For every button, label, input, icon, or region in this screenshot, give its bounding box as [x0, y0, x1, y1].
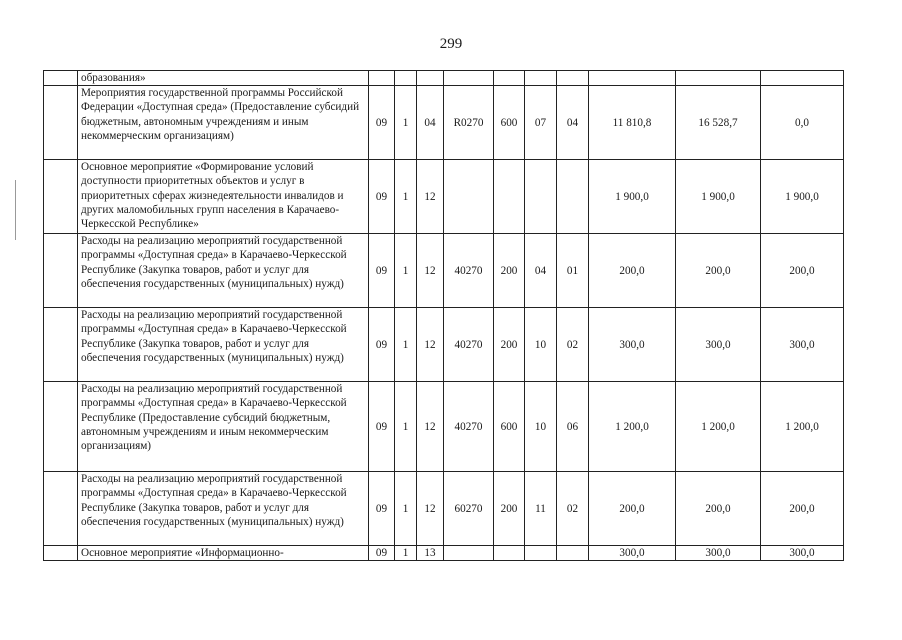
section-code: 09 — [369, 86, 395, 160]
year2-amount: 300,0 — [676, 308, 761, 382]
expense-type-code — [494, 546, 525, 561]
row-blank-cell — [44, 308, 78, 382]
scan-mark — [15, 180, 16, 240]
target-article-code: R0270 — [444, 86, 494, 160]
expense-type-code: 200 — [494, 308, 525, 382]
year2-amount: 300,0 — [676, 546, 761, 561]
year2-amount: 1 200,0 — [676, 382, 761, 472]
year1-amount: 300,0 — [589, 308, 676, 382]
section-code: 09 — [369, 234, 395, 308]
budget-subsection-code: 02 — [557, 472, 589, 546]
year2-amount — [676, 71, 761, 86]
row-blank-cell — [44, 234, 78, 308]
row-blank-cell — [44, 382, 78, 472]
row-name-cell: Основное мероприятие «Формирование условий доступности приоритетных объектов и услуг в приоритетных сферах жизнедеятельности инвалидов и других маломобильных групп населения в Карачаево-Черкесской Республике» — [78, 160, 369, 234]
table-row — [44, 160, 844, 234]
section-code — [369, 71, 395, 86]
expense-type-code: 200 — [494, 234, 525, 308]
subsection-b-code: 12 — [417, 382, 444, 472]
subsection-a-code: 1 — [395, 382, 417, 472]
expense-type-code: 200 — [494, 472, 525, 546]
budget-section-code — [525, 71, 557, 86]
table-row — [44, 472, 844, 546]
row-blank-cell — [44, 86, 78, 160]
target-article-code: 40270 — [444, 308, 494, 382]
budget-subsection-code — [557, 160, 589, 234]
year3-amount: 200,0 — [761, 234, 844, 308]
subsection-a-code — [395, 71, 417, 86]
table-row — [44, 86, 844, 160]
expense-type-code: 600 — [494, 86, 525, 160]
row-name-cell: Расходы на реализацию мероприятий государственной программы «Доступная среда» в Карачаево-Черкесской Республике (Предоставление субсидий бюджетным, автономным учреждениям и иным некоммерческим организациям) — [78, 382, 369, 472]
subsection-b-code: 12 — [417, 472, 444, 546]
expense-type-code — [494, 71, 525, 86]
year2-amount: 200,0 — [676, 472, 761, 546]
subsection-b-code: 12 — [417, 160, 444, 234]
year3-amount — [761, 71, 844, 86]
subsection-b-code — [417, 71, 444, 86]
row-name-cell: Основное мероприятие «Информационно- — [78, 546, 369, 561]
subsection-b-code: 12 — [417, 234, 444, 308]
expense-type-code — [494, 160, 525, 234]
page-number: 299 — [439, 36, 463, 52]
row-name-cell: Расходы на реализацию мероприятий государственной программы «Доступная среда» в Карачаево-Черкесской Республике (Закупка товаров, работ и услуг для обеспечения государственных (муниципальных) нужд) — [78, 472, 369, 546]
year2-amount: 16 528,7 — [676, 86, 761, 160]
subsection-a-code: 1 — [395, 86, 417, 160]
row-name-cell: образования» — [78, 71, 369, 86]
subsection-a-code: 1 — [395, 160, 417, 234]
subsection-b-code: 12 — [417, 308, 444, 382]
year1-amount — [589, 71, 676, 86]
section-code: 09 — [369, 308, 395, 382]
budget-section-code: 07 — [525, 86, 557, 160]
year3-amount: 1 900,0 — [761, 160, 844, 234]
row-blank-cell — [44, 160, 78, 234]
table-row — [44, 546, 844, 561]
target-article-code — [444, 546, 494, 561]
budget-section-code: 10 — [525, 308, 557, 382]
table-row — [44, 234, 844, 308]
subsection-b-code: 13 — [417, 546, 444, 561]
subsection-a-code: 1 — [395, 234, 417, 308]
budget-section-code: 11 — [525, 472, 557, 546]
target-article-code: 60270 — [444, 472, 494, 546]
subsection-b-code: 04 — [417, 86, 444, 160]
budget-section-code — [525, 546, 557, 561]
subsection-a-code: 1 — [395, 308, 417, 382]
budget-subsection-code: 01 — [557, 234, 589, 308]
year1-amount: 300,0 — [589, 546, 676, 561]
year1-amount: 1 900,0 — [589, 160, 676, 234]
section-code: 09 — [369, 546, 395, 561]
row-blank-cell — [44, 472, 78, 546]
section-code: 09 — [369, 382, 395, 472]
target-article-code: 40270 — [444, 382, 494, 472]
budget-section-code: 10 — [525, 382, 557, 472]
target-article-code — [444, 71, 494, 86]
year1-amount: 200,0 — [589, 472, 676, 546]
subsection-a-code: 1 — [395, 472, 417, 546]
subsection-a-code: 1 — [395, 546, 417, 561]
row-name-cell: Расходы на реализацию мероприятий государственной программы «Доступная среда» в Карачаево-Черкесской Республике (Закупка товаров, работ и услуг для обеспечения государственных (муниципальных) нужд) — [78, 234, 369, 308]
budget-section-code: 04 — [525, 234, 557, 308]
budget-subsection-code — [557, 546, 589, 561]
year3-amount: 300,0 — [761, 546, 844, 561]
year3-amount: 1 200,0 — [761, 382, 844, 472]
section-code: 09 — [369, 160, 395, 234]
table-row — [44, 308, 844, 382]
year1-amount: 1 200,0 — [589, 382, 676, 472]
year2-amount: 200,0 — [676, 234, 761, 308]
budget-table — [43, 70, 844, 561]
row-name-cell: Мероприятия государственной программы Российской Федерации «Доступная среда» (Предоставление субсидий бюджетным, автономным учреждениям и иным некоммерческим организациям) — [78, 86, 369, 160]
budget-section-code — [525, 160, 557, 234]
table-row — [44, 382, 844, 472]
target-article-code — [444, 160, 494, 234]
year2-amount: 1 900,0 — [676, 160, 761, 234]
target-article-code: 40270 — [444, 234, 494, 308]
budget-subsection-code — [557, 71, 589, 86]
expense-type-code: 600 — [494, 382, 525, 472]
year3-amount: 300,0 — [761, 308, 844, 382]
year1-amount: 11 810,8 — [589, 86, 676, 160]
year3-amount: 200,0 — [761, 472, 844, 546]
table-row — [44, 71, 844, 86]
budget-subsection-code: 02 — [557, 308, 589, 382]
row-name-cell: Расходы на реализацию мероприятий государственной программы «Доступная среда» в Карачаево-Черкесской Республике (Закупка товаров, работ и услуг для обеспечения государственных (муниципальных) нужд) — [78, 308, 369, 382]
year3-amount: 0,0 — [761, 86, 844, 160]
year1-amount: 200,0 — [589, 234, 676, 308]
section-code: 09 — [369, 472, 395, 546]
budget-subsection-code: 04 — [557, 86, 589, 160]
budget-subsection-code: 06 — [557, 382, 589, 472]
row-blank-cell — [44, 71, 78, 86]
row-blank-cell — [44, 546, 78, 561]
